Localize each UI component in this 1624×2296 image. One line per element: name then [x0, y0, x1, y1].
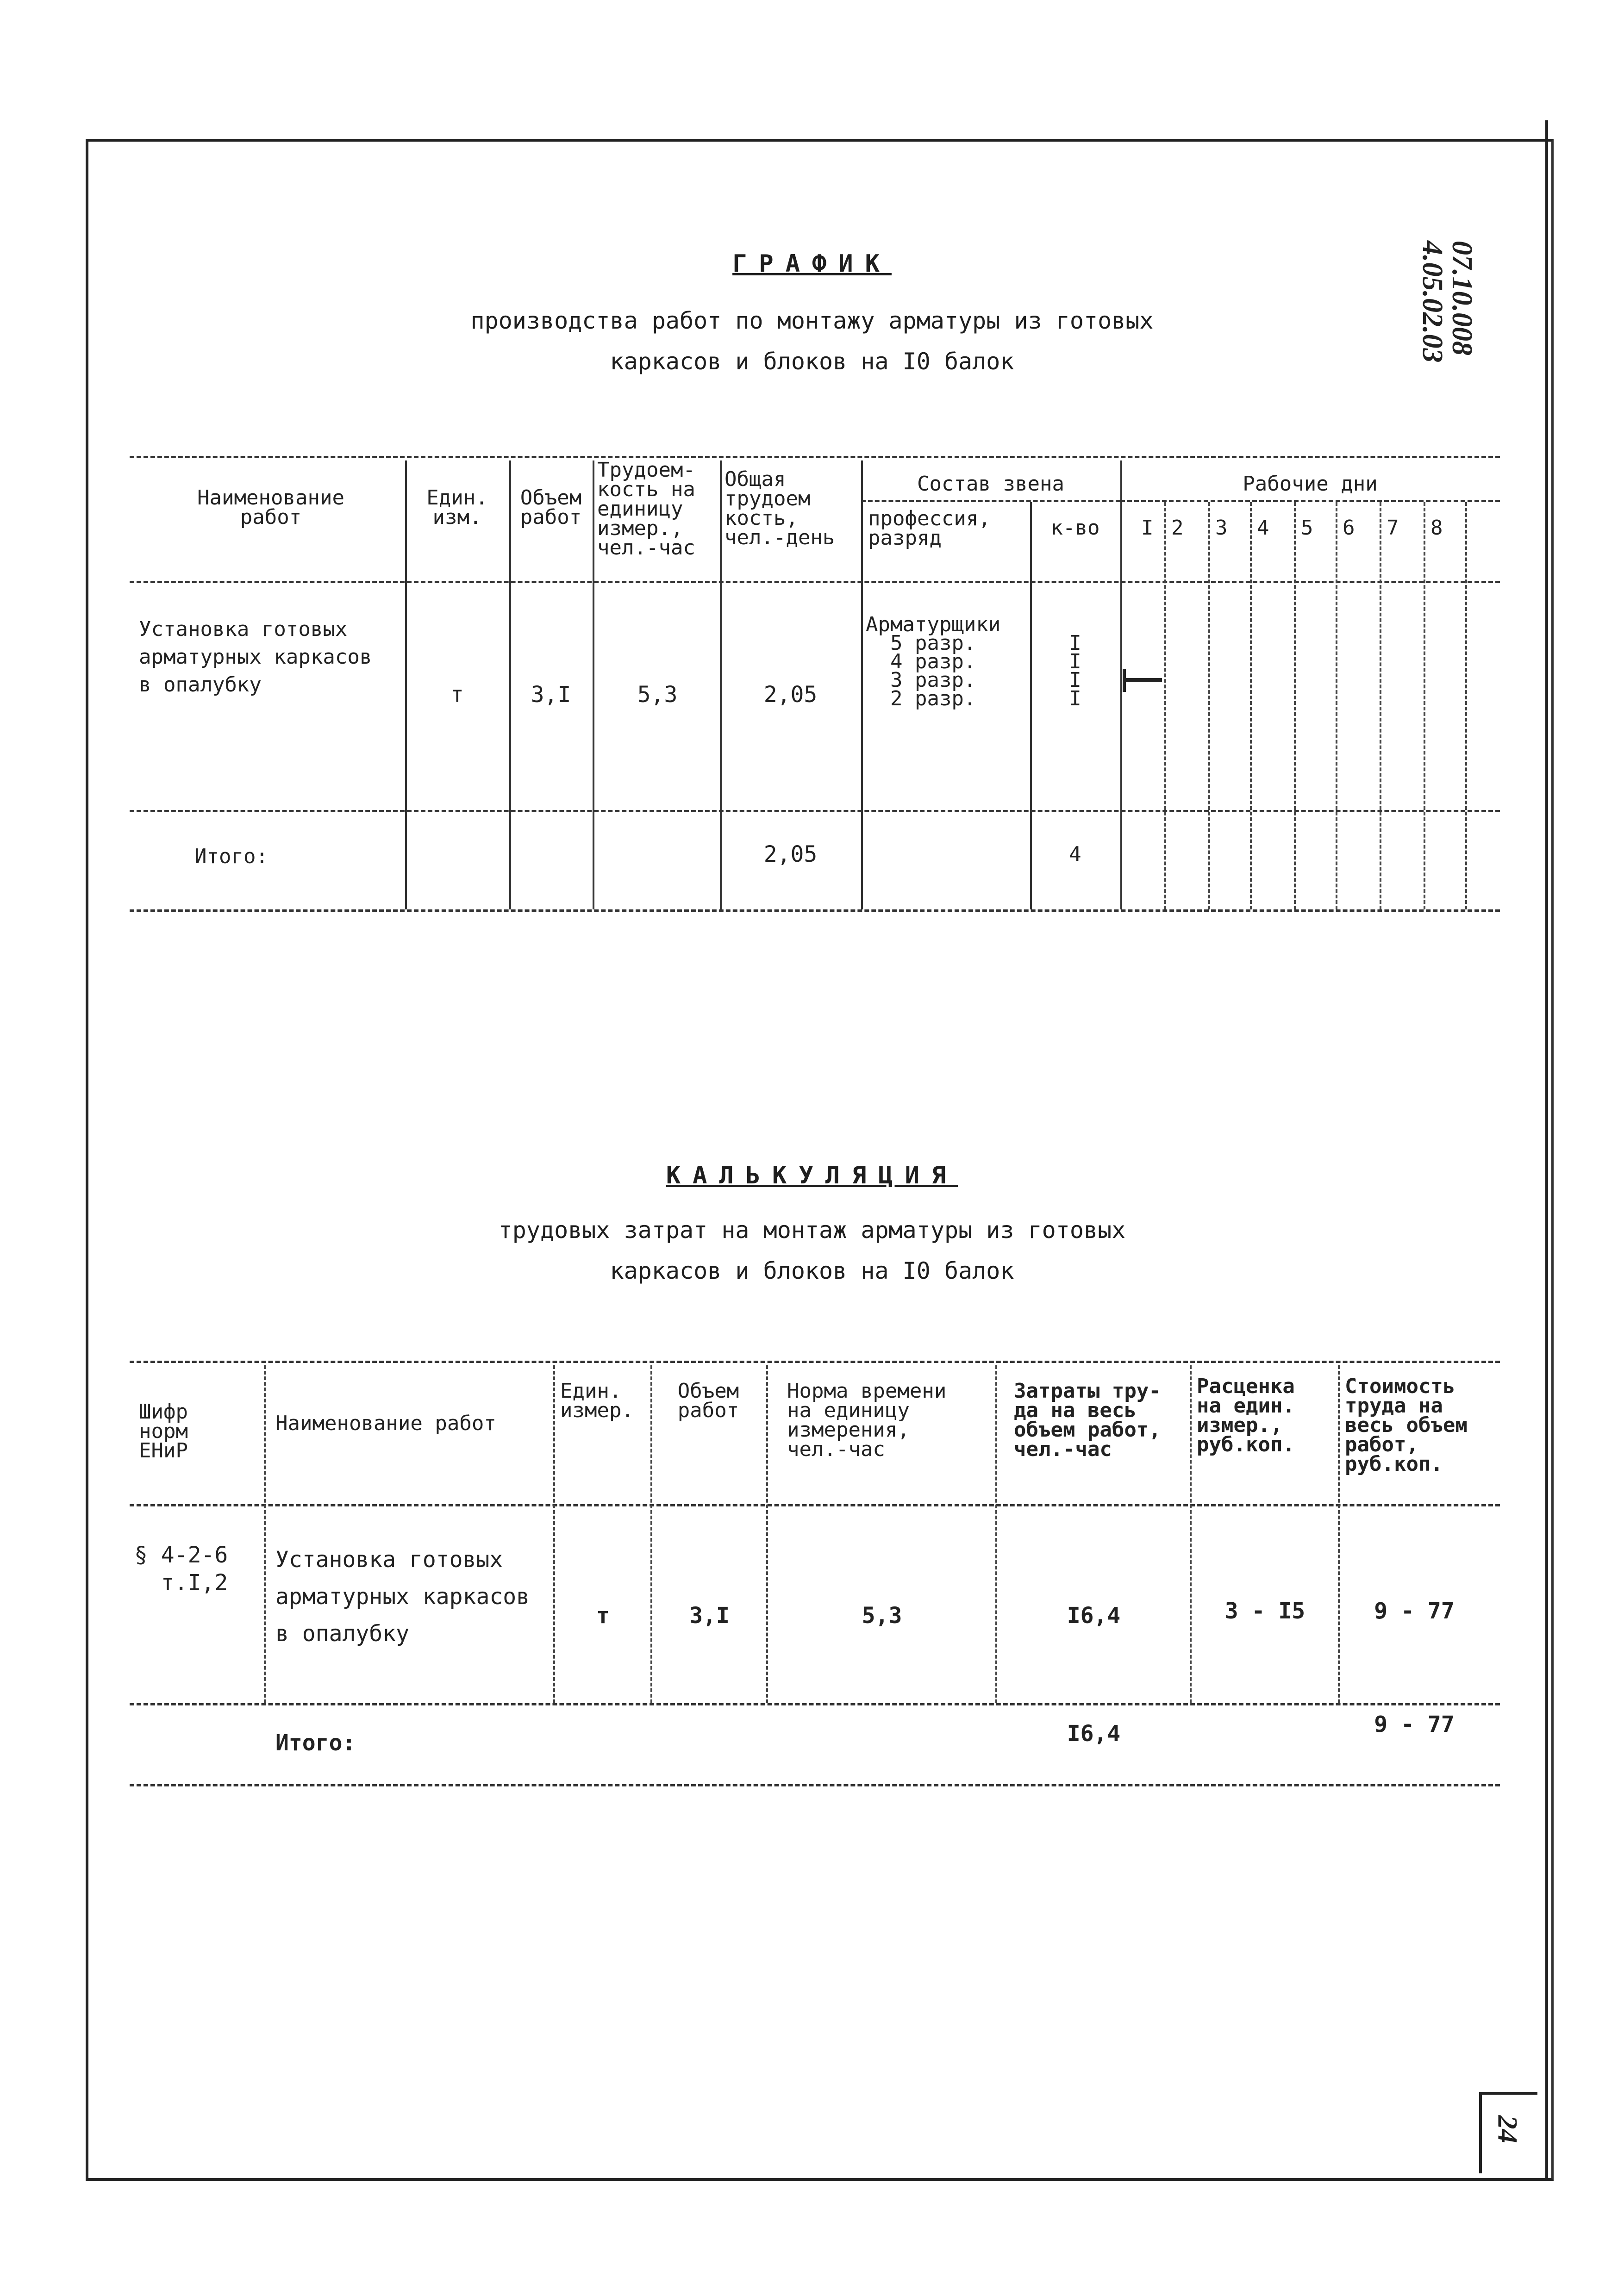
row-labor-cost: I6,4: [1067, 1603, 1121, 1629]
header-cost: Стоимость труда на весь объем работ, руб.коп.: [1345, 1375, 1468, 1476]
header-unit: Един. изм.: [426, 486, 488, 529]
row-norm-code: § 4-2-6 т.I,2: [134, 1542, 228, 1596]
header-labor-total: Общая трудоем кость, чел.-день: [725, 467, 835, 549]
page-frame: [86, 139, 1554, 2181]
row-rate: 3 - I5: [1224, 1598, 1305, 1624]
header-volume: Объем работ: [520, 486, 582, 529]
calculation-subtitle-1: трудовых затрат на монтаж арматуры из готовых: [498, 1217, 1126, 1244]
schedule-subtitle-2: каркасов и блоков на I0 балок: [610, 348, 1014, 375]
header-work-name: Наименование работ: [275, 1412, 496, 1435]
day-number: 3: [1215, 516, 1228, 540]
day-number: 4: [1257, 516, 1269, 540]
calculation-subtitle-2: каркасов и блоков на I0 балок: [610, 1257, 1014, 1284]
header-working-days: Рабочие дни: [1243, 472, 1378, 496]
frame-right-edge: [1545, 120, 1548, 2180]
row-time-norm: 5,3: [862, 1603, 902, 1629]
row-labor-total: 2,05: [763, 682, 818, 708]
day-number: 7: [1387, 516, 1399, 540]
row-work-name: Установка готовых арматурных каркасов в опалубку: [275, 1547, 530, 1647]
day-number: 6: [1343, 516, 1355, 540]
row-labor-unit: 5,3: [637, 682, 678, 708]
total-label: Итого:: [275, 1730, 356, 1756]
total-label: Итого:: [194, 845, 268, 868]
day-number: 8: [1430, 516, 1443, 540]
schedule-title: ГРАФИК: [732, 250, 892, 278]
day-number: 2: [1171, 516, 1184, 540]
calculation-title: КАЛЬКУЛЯЦИЯ: [666, 1162, 958, 1189]
header-time-norm: Норма времени на единицу измерения, чел.-час: [787, 1379, 947, 1461]
row-volume: 3,I: [531, 682, 571, 708]
day-number: 5: [1301, 516, 1313, 540]
row-work-name: Установка готовых арматурных каркасов в опалубку: [139, 617, 372, 697]
header-profession: профессия, разряд: [868, 507, 991, 550]
row-professions: Арматурщики 5 разр. 4 разр. 3 разр. 2 разр.: [866, 613, 1001, 710]
header-count: к-во: [1050, 516, 1100, 540]
header-name: Наименование работ: [197, 486, 344, 529]
gantt-bar-day-1: [1123, 678, 1162, 682]
total-labor: 2,05: [763, 841, 818, 867]
header-labor-cost: Затраты тру- да на весь объем работ, чел.-час: [1014, 1379, 1161, 1461]
gantt-bar-start: [1123, 669, 1126, 692]
row-counts: I I I I: [1069, 631, 1081, 710]
total-cost: 9 - 77: [1374, 1711, 1455, 1737]
header-crew: Состав звена: [917, 472, 1064, 496]
row-cost: 9 - 77: [1374, 1598, 1455, 1624]
header-labor-unit: Трудоем- кость на единицу измер., чел.-час: [597, 458, 695, 560]
header-volume: Объем работ: [677, 1379, 739, 1422]
header-unit: Един. измер.: [560, 1379, 634, 1422]
header-rate: Расценка на един. измер., руб.коп.: [1197, 1375, 1295, 1456]
row-unit: т: [450, 682, 464, 708]
total-count: 4: [1069, 842, 1081, 866]
row-volume: 3,I: [689, 1603, 730, 1629]
schedule-subtitle-1: производства работ по монтажу арматуры из готовых: [470, 307, 1154, 334]
page-number: 24: [1492, 2115, 1523, 2143]
total-labor-cost: I6,4: [1067, 1721, 1121, 1747]
row-unit: т: [596, 1603, 610, 1629]
header-code: Шифр норм ЕНиР: [139, 1400, 188, 1462]
stamp-line-1: 07.10.008: [1446, 241, 1478, 355]
page-number-box: [1479, 2092, 1537, 2173]
day-number: I: [1141, 516, 1154, 540]
stamp-line-2: 4.05.02.03: [1417, 241, 1448, 363]
